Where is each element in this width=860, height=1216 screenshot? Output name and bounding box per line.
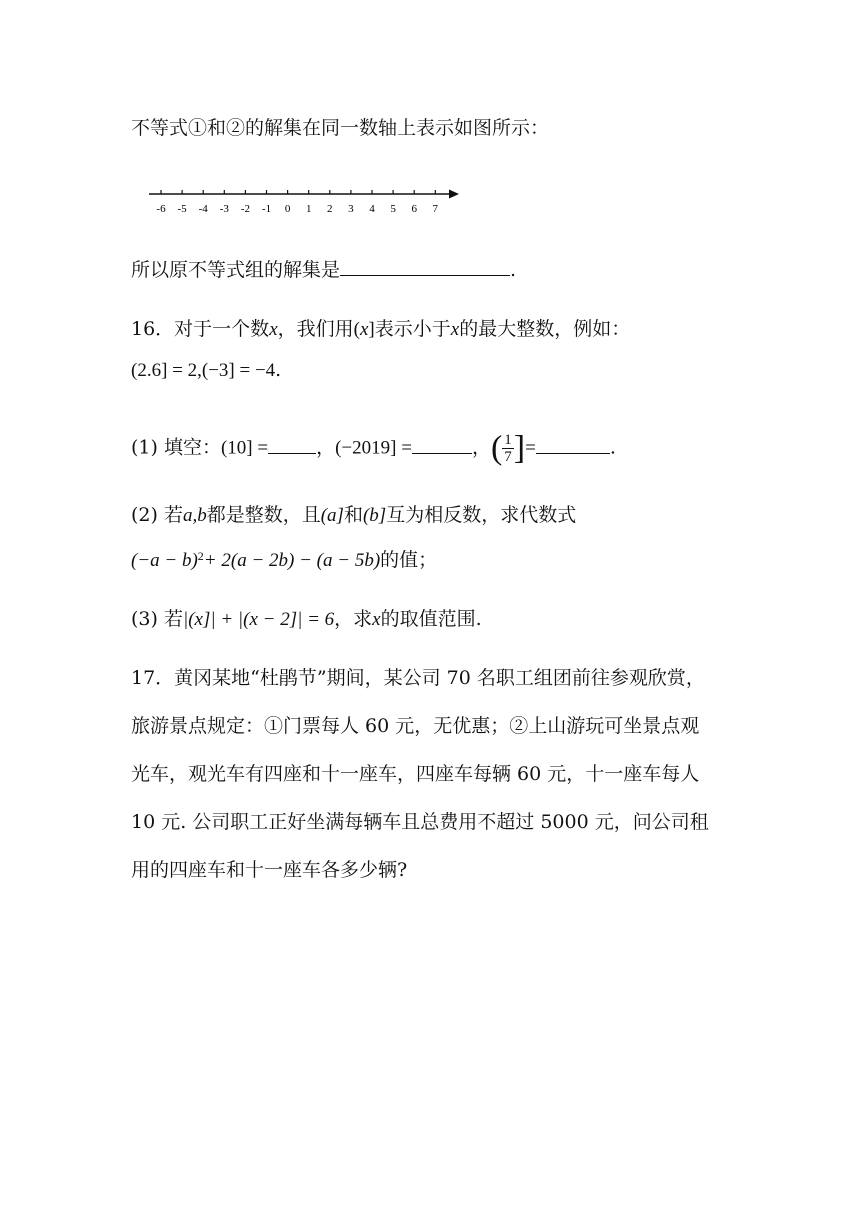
q17-line5: 用的四座车和十一座车各多少辆? — [131, 859, 408, 881]
q16-part3: (3) 若|(x]| + |(x − 2]| = 6，求x的取值范围. — [131, 608, 482, 630]
q17-line3: 光车，观光车有四座和十一座车，四座车每辆 60 元，十一座车每人 — [131, 763, 700, 785]
q17-line4: 10 元. 公司职工正好坐满每辆车且总费用不超过 5000 元，问公司租 — [131, 811, 709, 833]
tick-label: 3 — [348, 203, 354, 215]
answer-blank[interactable] — [340, 257, 510, 276]
tick-label: 1 — [305, 203, 312, 215]
tick-label: -3 — [219, 203, 229, 215]
q17-line1: 17．黄冈某地“杜鹃节”期间，某公司 70 名职工组团前往参观欣赏， — [131, 667, 705, 689]
answer-paragraph: 所以原不等式组的解集是 . — [131, 259, 517, 281]
tick-label: 6 — [411, 203, 417, 215]
number-line — [145, 186, 465, 220]
q16-part2-line1: (2) 若a,b都是整数，且(a]和(b]互为相反数，求代数式 — [131, 504, 577, 526]
tick-label: 2 — [327, 203, 333, 215]
tick-label: 7 — [432, 203, 439, 215]
blank-3[interactable] — [536, 435, 610, 454]
blank-2[interactable] — [412, 435, 472, 454]
blank-1[interactable] — [268, 435, 316, 454]
tick-label: 0 — [284, 203, 291, 215]
q16-part2-line2: $(-a - b)^2+ 2(a - 2b) - (a - 5b)$的值； — [131, 549, 438, 571]
tick-label: -1 — [261, 203, 272, 215]
tick-label: -5 — [177, 203, 187, 215]
fraction-one-seventh: $\frac{1}{7}$ — [504, 432, 512, 465]
q17-line2: 旅游景点规定：①门票每人 60 元，无优惠；②上山游玩可坐景点观 — [131, 715, 700, 737]
tick-label: -4 — [198, 203, 208, 215]
q16-stem: 16．对于一个数x，我们用(x]表示小于x的最大整数，例如： — [131, 318, 631, 340]
q16-example: (2.6] = 2,(−3] = −4. — [131, 359, 282, 381]
tick-label: 4 — [369, 203, 375, 215]
tick-label: -6 — [156, 203, 166, 215]
tick-label: -2 — [240, 203, 250, 215]
q16-part1: (1) 填空：(10] = ，(−2019] = ，( $\frac{1}{7}$ ]= . — [131, 429, 616, 467]
intro-paragraph: 不等式①和②的解集在同一数轴上表示如图所示： — [131, 117, 550, 139]
tick-label: 5 — [390, 203, 396, 215]
